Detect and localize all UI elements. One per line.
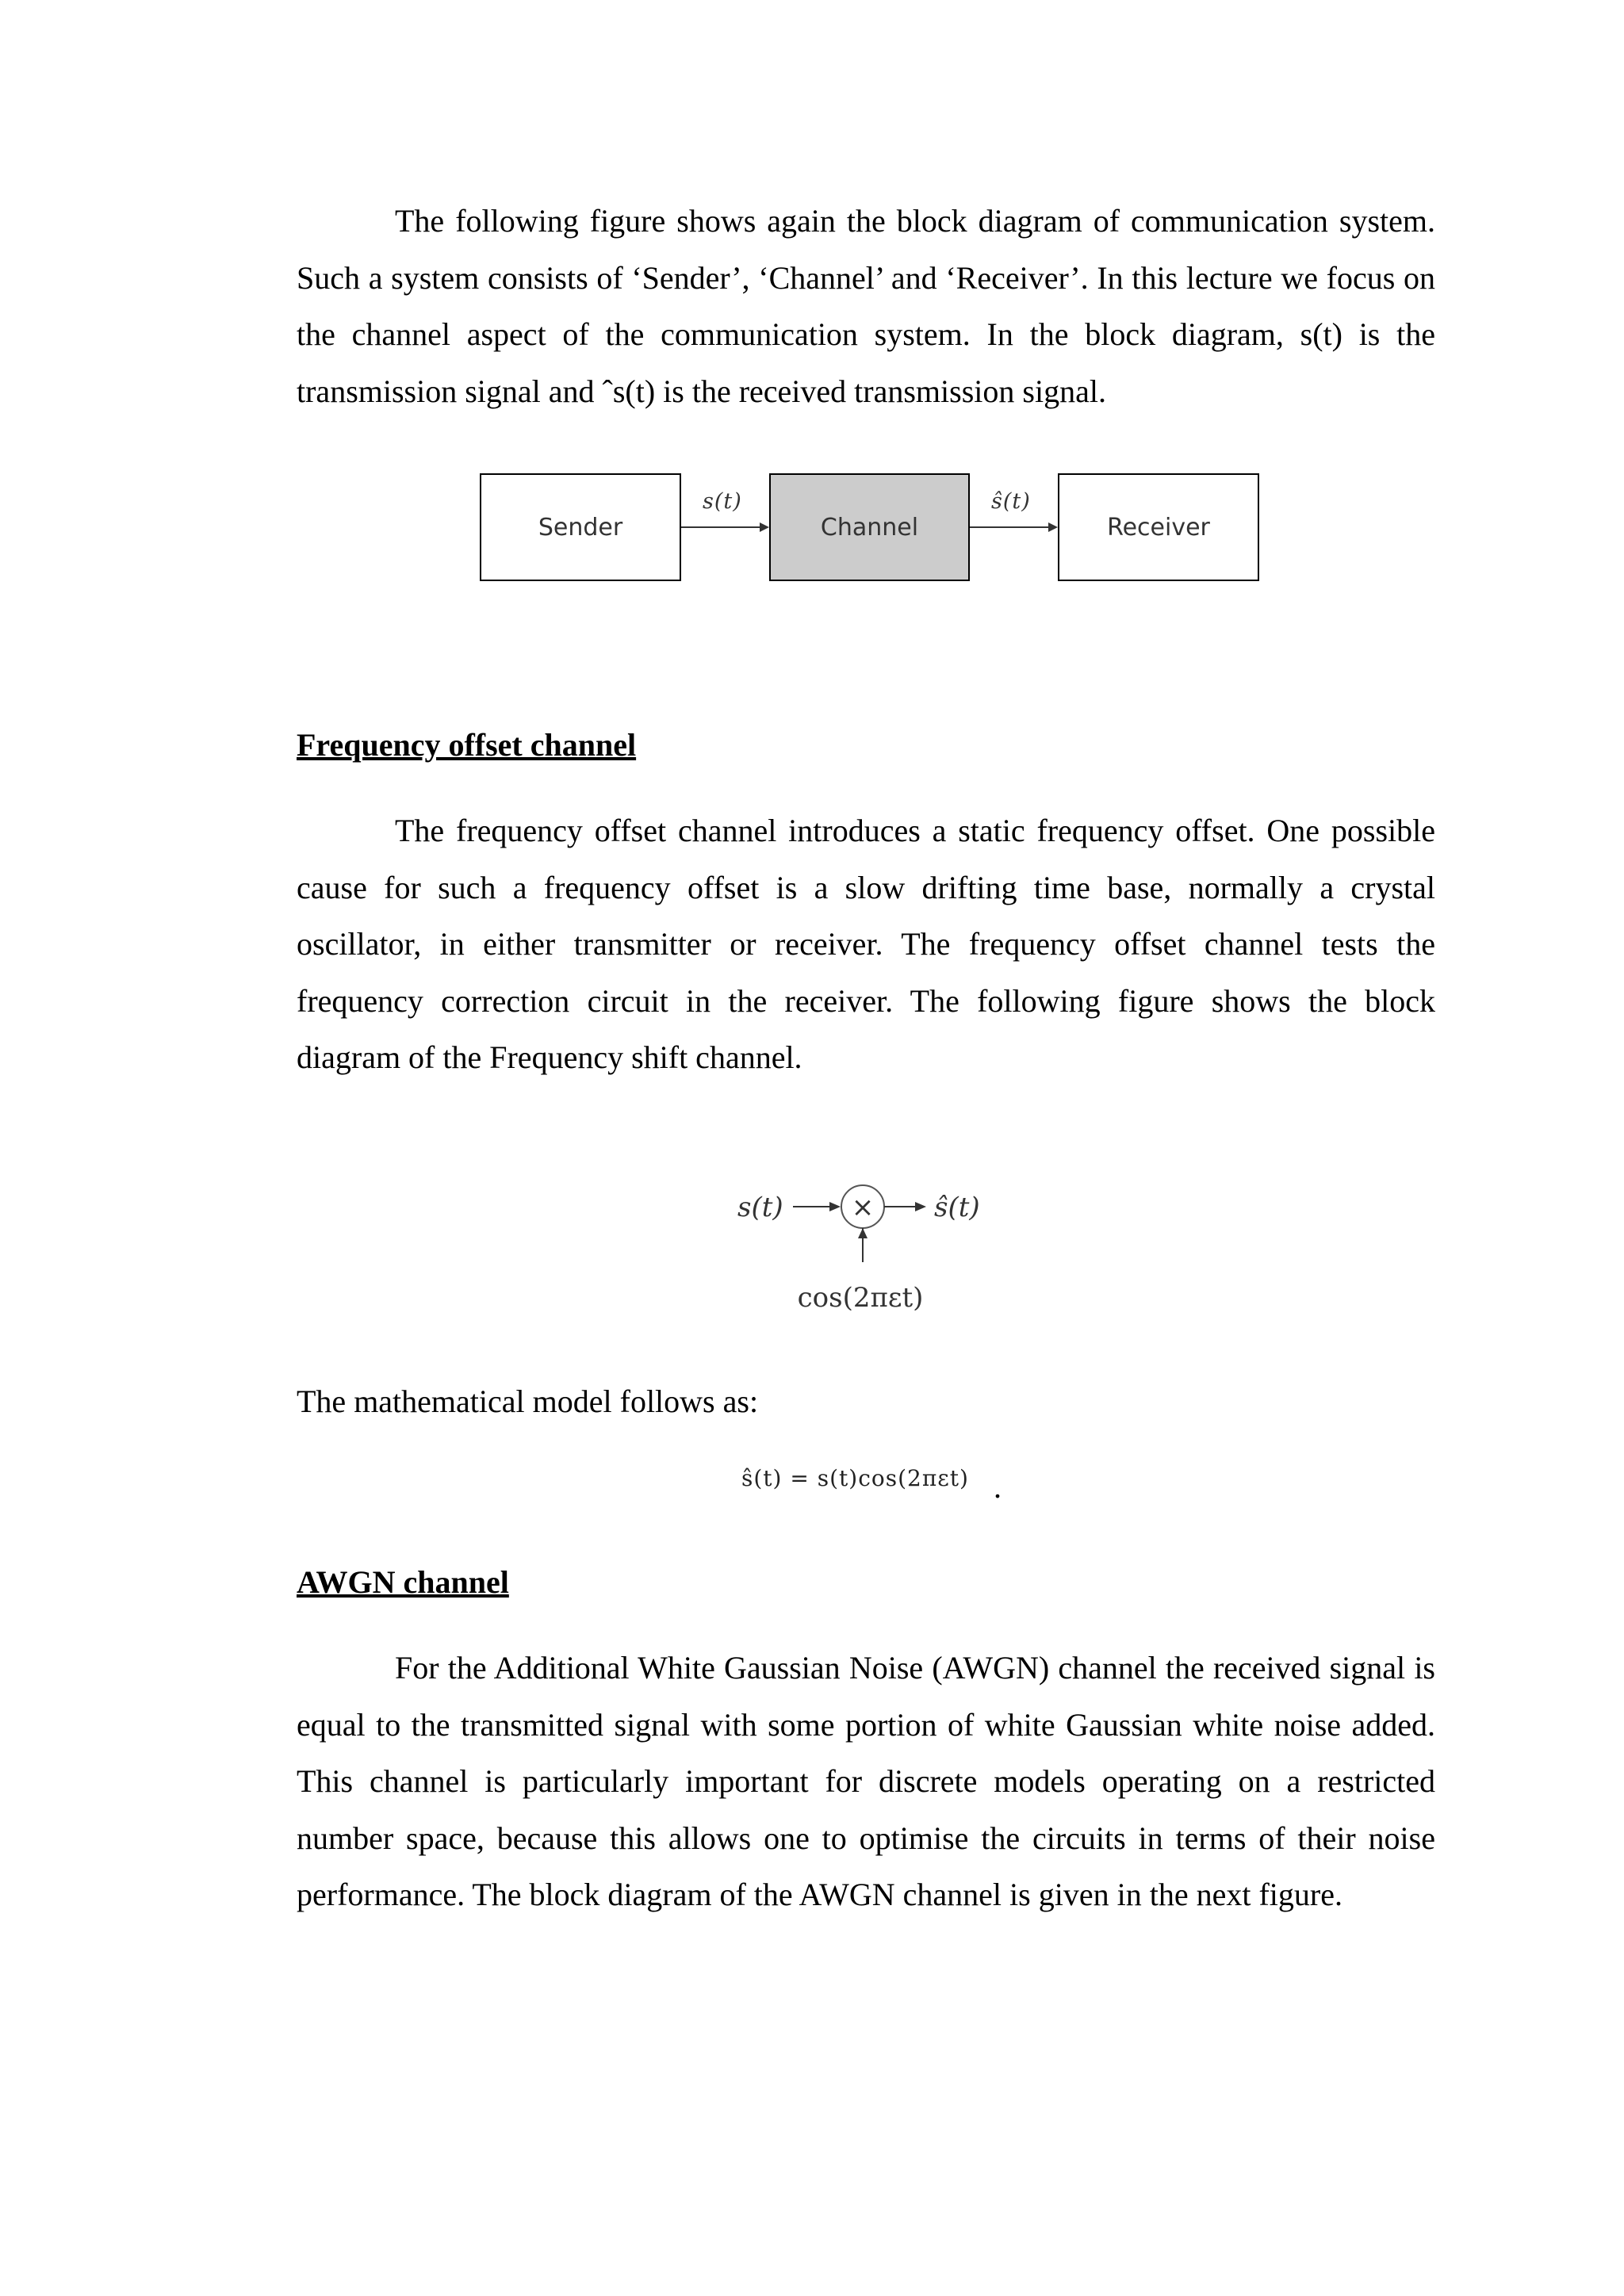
frequency-shift-diagram	[714, 1165, 1047, 1340]
arrow-channel-receiver	[970, 526, 1049, 528]
sender-label: Sender	[538, 513, 623, 541]
arrowhead-channel-receiver	[1048, 522, 1058, 532]
awgn-paragraph: For the Additional White Gaussian Noise (AWGN) channel the received signal is equal to the transmitted signal with some portion of white Gaussian white noise added. This channel is particularly important for discrete models operating on a restricted number space, because this allows one to optimise the circuits in terms of their noise performance. The block diagram of the AWGN channel is given in the next figure.	[297, 1650, 1435, 1912]
arrowhead-sender-channel	[760, 522, 769, 532]
mult-input-label: s(t)	[737, 1192, 783, 1223]
channel-label: Channel	[820, 513, 919, 541]
sender-block	[480, 473, 681, 581]
formula-period: .	[994, 1469, 1002, 1505]
mult-input-arrowhead	[829, 1202, 841, 1211]
mult-modulator-label: cos(2πεt)	[797, 1282, 924, 1314]
signal-shat-label: ŝ(t)	[991, 489, 1031, 514]
multiplier-symbol: ×	[851, 1192, 875, 1223]
model-intro-text: The mathematical model follows as:	[297, 1383, 759, 1419]
receiver-block	[1058, 473, 1259, 581]
receiver-label: Receiver	[1107, 513, 1210, 541]
arrow-sender-channel	[681, 526, 760, 528]
intro-paragraph: The following figure shows again the block diagram of communication system. Such a system consists of ‘Sender’, ‘Channel’ and ‘Receiver’. In this lecture we focus on the channel aspect of the communication system. In the block diagram, s(t) is the transmission signal and ˆs(t) is the received transmission signal.	[297, 203, 1435, 409]
mult-modulator-arrowhead	[858, 1228, 868, 1238]
signal-st-label: s(t)	[703, 489, 742, 514]
channel-block	[769, 473, 970, 581]
frequency-offset-formula: ŝ(t) = s(t)cos(2πεt)	[741, 1465, 969, 1491]
mult-output-label: ŝ(t)	[934, 1192, 980, 1223]
mult-output-arrowhead	[915, 1202, 926, 1211]
frequency-offset-paragraph: The frequency offset channel introduces a static frequency offset. One possible cause for such a frequency offset is a slow drifting time base, normally a crystal oscillator, in either transmitter or receiver. The frequency offset channel tests the frequency correction circuit in the receiver. The following figure shows the block diagram of the Frequency shift channel.	[297, 813, 1435, 1075]
awgn-heading: AWGN channel	[297, 1564, 509, 1600]
frequency-offset-heading: Frequency offset channel	[297, 727, 637, 763]
